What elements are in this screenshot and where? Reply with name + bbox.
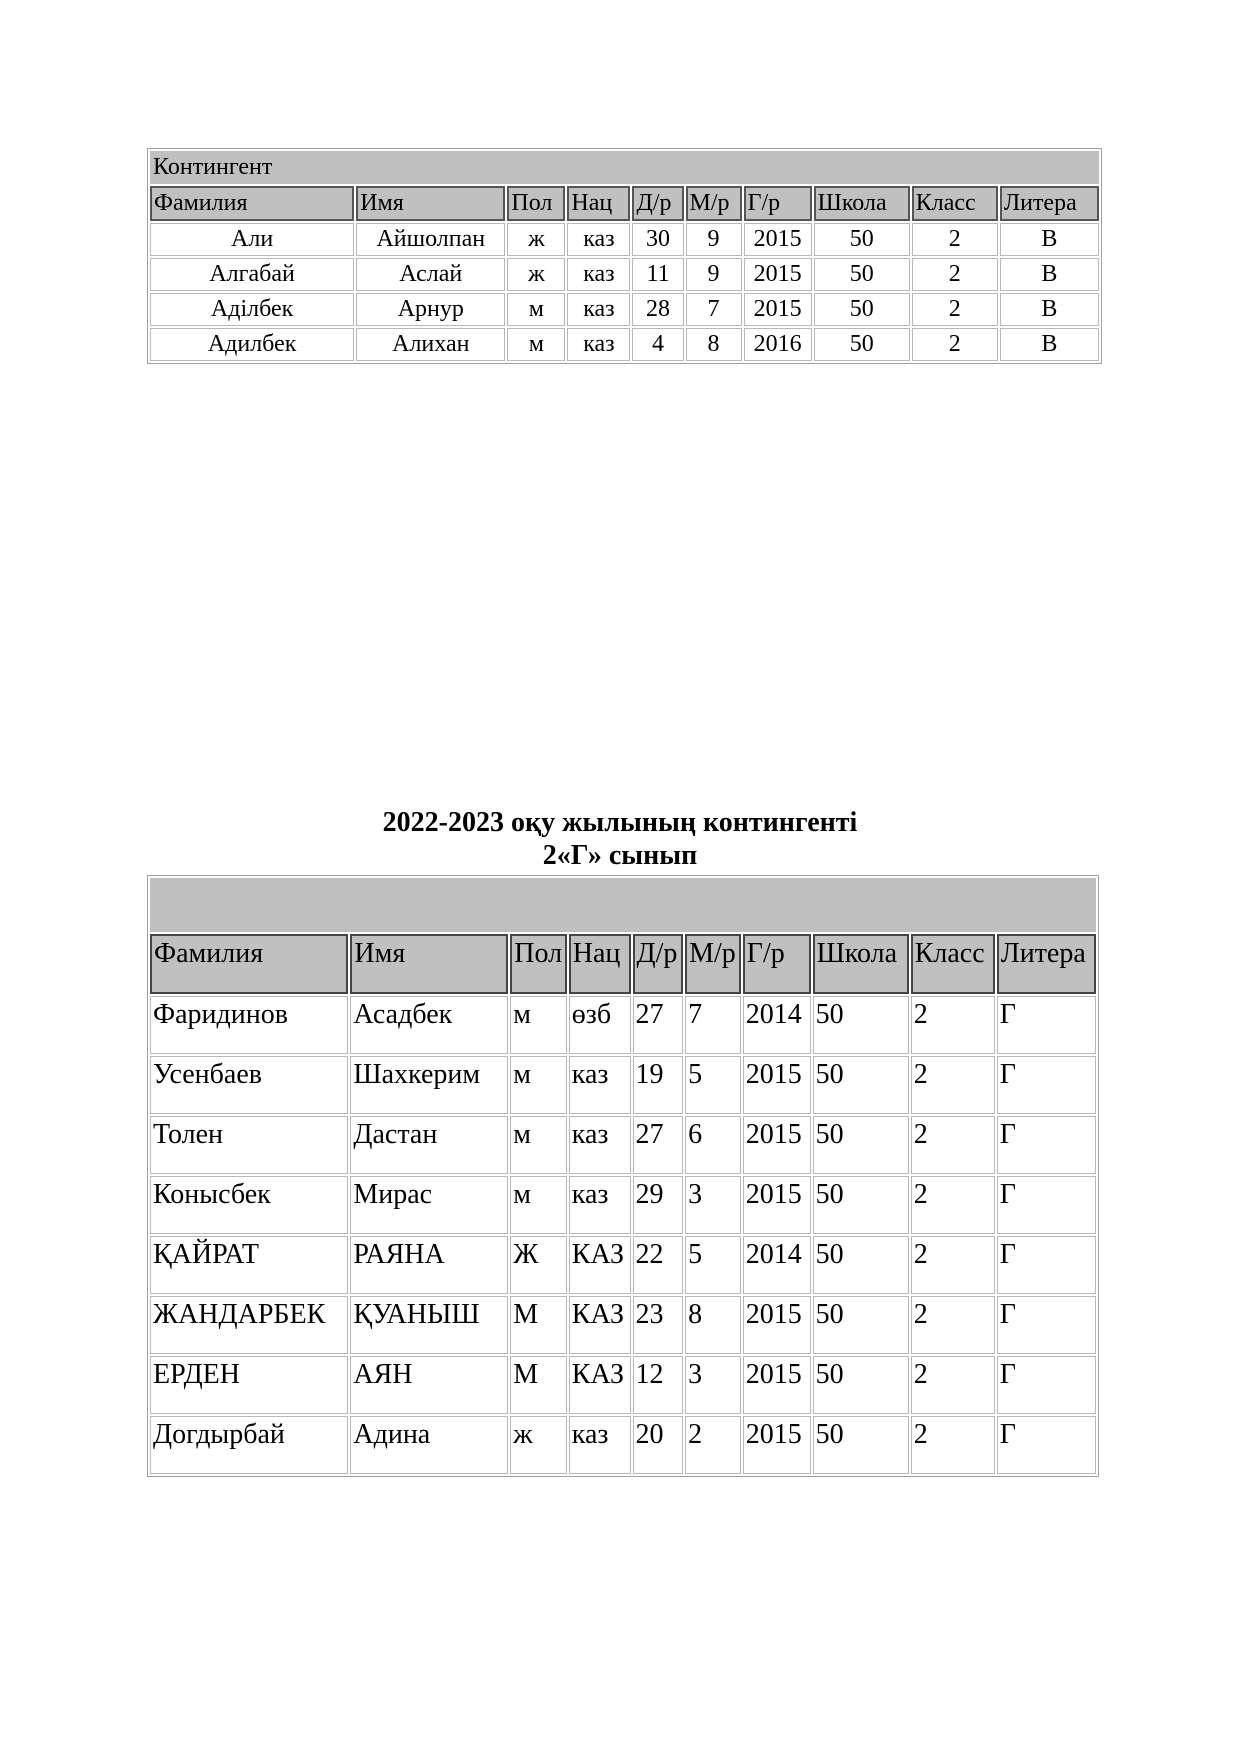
cell-school: 50 (813, 1176, 909, 1234)
cell-birth-year: 2015 (743, 1356, 811, 1414)
cell-surname: ЕРДЕН (150, 1356, 348, 1414)
cell-surname: Алгабай (150, 258, 354, 291)
cell-class: 2 (911, 1416, 995, 1474)
cell-nationality: каз (569, 1116, 631, 1174)
cell-gender: ж (507, 223, 565, 256)
cell-letter: Г (997, 1176, 1096, 1234)
cell-class: 2 (911, 1296, 995, 1354)
cell-birth-year: 2015 (743, 1416, 811, 1474)
cell-birth-month: 9 (686, 223, 742, 256)
table-header-row (150, 934, 1096, 994)
cell-surname: ЖАНДАРБЕК (150, 1296, 348, 1354)
cell-name: Арнур (356, 293, 505, 326)
cell-class: 2 (911, 1116, 995, 1174)
class-subtitle: 2«Г» сынып (542, 840, 698, 871)
cell-school: 50 (814, 328, 910, 361)
cell-birth-month: 9 (686, 258, 742, 291)
header-name: Имя (350, 934, 508, 994)
cell-birth-day: 12 (633, 1356, 684, 1414)
table-row (150, 1056, 1096, 1114)
cell-name: Аслай (356, 258, 505, 291)
cell-nationality: каз (569, 1416, 631, 1474)
cell-school: 50 (813, 1356, 909, 1414)
table-row (150, 1176, 1096, 1234)
cell-surname: Фаридинов (150, 996, 348, 1054)
cell-gender: м (510, 1056, 567, 1114)
cell-school: 50 (813, 1056, 909, 1114)
header-surname: Фамилия (150, 186, 354, 221)
table-row (150, 293, 1099, 326)
table-row (150, 223, 1099, 256)
header-name: Имя (356, 186, 505, 221)
cell-birth-year: 2015 (743, 1056, 811, 1114)
cell-gender: м (510, 1176, 567, 1234)
table-row (150, 1236, 1096, 1294)
cell-birth-month: 3 (685, 1356, 741, 1414)
cell-school: 50 (814, 293, 910, 326)
header-school: Школа (813, 934, 909, 994)
cell-letter: Г (997, 1416, 1096, 1474)
table-row (150, 258, 1099, 291)
cell-school: 50 (813, 996, 909, 1054)
cell-name: АЯН (350, 1356, 508, 1414)
cell-letter: В (1000, 258, 1099, 291)
cell-birth-year: 2015 (743, 1176, 811, 1234)
cell-birth-day: 30 (632, 223, 683, 256)
cell-letter: В (1000, 328, 1099, 361)
cell-class: 2 (911, 1176, 995, 1234)
cell-birth-month: 8 (685, 1296, 741, 1354)
cell-gender: м (507, 328, 565, 361)
cell-class: 2 (912, 293, 998, 326)
header-gender: Пол (507, 186, 565, 221)
cell-gender: ж (507, 258, 565, 291)
header-nationality: Нац (569, 934, 631, 994)
cell-surname: Догдырбай (150, 1416, 348, 1474)
header-birth-month: М/р (686, 186, 742, 221)
header-gender: Пол (510, 934, 567, 994)
cell-surname: Адiлбек (150, 293, 354, 326)
cell-nationality: каз (567, 258, 630, 291)
header-school: Школа (814, 186, 910, 221)
cell-nationality: КАЗ (569, 1356, 631, 1414)
header-birth-year: Г/р (743, 934, 811, 994)
cell-gender: м (507, 293, 565, 326)
cell-class: 2 (911, 996, 995, 1054)
cell-birth-day: 27 (633, 1116, 684, 1174)
cell-surname: ҚАЙРАТ (150, 1236, 348, 1294)
header-class: Класс (912, 186, 998, 221)
cell-birth-month: 5 (685, 1056, 741, 1114)
header-birth-day: Д/р (633, 934, 684, 994)
cell-birth-month: 7 (686, 293, 742, 326)
table-caption: Контингент (150, 151, 1099, 184)
cell-birth-year: 2016 (744, 328, 812, 361)
cell-school: 50 (814, 258, 910, 291)
table-row (150, 1296, 1096, 1354)
cell-birth-month: 5 (685, 1236, 741, 1294)
cell-letter: Г (997, 1236, 1096, 1294)
cell-birth-day: 20 (633, 1416, 684, 1474)
table-caption-row (150, 878, 1096, 932)
cell-school: 50 (813, 1296, 909, 1354)
header-birth-month: М/р (685, 934, 741, 994)
table-row (150, 328, 1099, 361)
header-nationality: Нац (567, 186, 630, 221)
cell-letter: Г (997, 1296, 1096, 1354)
cell-birth-month: 8 (686, 328, 742, 361)
cell-birth-year: 2015 (744, 223, 812, 256)
cell-birth-day: 22 (633, 1236, 684, 1294)
table-row (150, 1356, 1096, 1414)
cell-school: 50 (814, 223, 910, 256)
cell-nationality: каз (567, 223, 630, 256)
cell-gender: м (510, 996, 567, 1054)
document-title: 2022-2023 оқу жылының контингенті (382, 807, 858, 838)
cell-birth-day: 11 (632, 258, 683, 291)
cell-school: 50 (813, 1116, 909, 1174)
cell-class: 2 (911, 1356, 995, 1414)
cell-letter: Г (997, 1056, 1096, 1114)
cell-name: Алихан (356, 328, 505, 361)
cell-surname: Толен (150, 1116, 348, 1174)
header-letter: Литера (1000, 186, 1099, 221)
cell-class: 2 (912, 258, 998, 291)
cell-birth-year: 2015 (743, 1296, 811, 1354)
header-letter: Литера (997, 934, 1096, 994)
cell-class: 2 (911, 1236, 995, 1294)
cell-nationality: каз (569, 1056, 631, 1114)
cell-name: Айшолпан (356, 223, 505, 256)
cell-surname: Адилбек (150, 328, 354, 361)
header-birth-day: Д/р (632, 186, 683, 221)
cell-name: Мирас (350, 1176, 508, 1234)
cell-letter: В (1000, 293, 1099, 326)
contingent-table-2 (147, 875, 1099, 1477)
cell-letter: Г (997, 1356, 1096, 1414)
cell-birth-day: 4 (632, 328, 683, 361)
cell-nationality: КАЗ (569, 1296, 631, 1354)
cell-gender: ж (510, 1416, 567, 1474)
cell-birth-year: 2014 (743, 1236, 811, 1294)
cell-birth-day: 27 (633, 996, 684, 1054)
table-caption (150, 878, 1096, 932)
cell-gender: М (510, 1296, 567, 1354)
cell-gender: Ж (510, 1236, 567, 1294)
cell-letter: Г (997, 1116, 1096, 1174)
cell-school: 50 (813, 1416, 909, 1474)
header-surname: Фамилия (150, 934, 348, 994)
cell-surname: Конысбек (150, 1176, 348, 1234)
cell-birth-day: 23 (633, 1296, 684, 1354)
cell-birth-year: 2015 (744, 258, 812, 291)
cell-school: 50 (813, 1236, 909, 1294)
cell-nationality: каз (567, 328, 630, 361)
cell-nationality: өзб (569, 996, 631, 1054)
cell-gender: М (510, 1356, 567, 1414)
header-class: Класс (911, 934, 995, 994)
contingent-table-1 (147, 148, 1102, 364)
header-birth-year: Г/р (744, 186, 812, 221)
cell-surname: Али (150, 223, 354, 256)
cell-birth-day: 29 (633, 1176, 684, 1234)
cell-name: Адина (350, 1416, 508, 1474)
cell-birth-month: 6 (685, 1116, 741, 1174)
cell-name: Дастан (350, 1116, 508, 1174)
cell-name: ҚУАНЫШ (350, 1296, 508, 1354)
cell-name: Шахкерим (350, 1056, 508, 1114)
cell-birth-day: 19 (633, 1056, 684, 1114)
cell-birth-day: 28 (632, 293, 683, 326)
cell-class: 2 (912, 328, 998, 361)
table-row (150, 996, 1096, 1054)
table-row (150, 1116, 1096, 1174)
cell-class: 2 (912, 223, 998, 256)
cell-birth-year: 2014 (743, 996, 811, 1054)
cell-surname: Усенбаев (150, 1056, 348, 1114)
cell-class: 2 (911, 1056, 995, 1114)
cell-nationality: каз (567, 293, 630, 326)
cell-birth-year: 2015 (744, 293, 812, 326)
cell-letter: Г (997, 996, 1096, 1054)
cell-birth-month: 3 (685, 1176, 741, 1234)
cell-birth-month: 7 (685, 996, 741, 1054)
cell-name: РАЯНА (350, 1236, 508, 1294)
cell-name: Асадбек (350, 996, 508, 1054)
cell-birth-year: 2015 (743, 1116, 811, 1174)
cell-gender: м (510, 1116, 567, 1174)
cell-nationality: КАЗ (569, 1236, 631, 1294)
table-row (150, 1416, 1096, 1474)
cell-birth-month: 2 (685, 1416, 741, 1474)
cell-nationality: каз (569, 1176, 631, 1234)
cell-letter: В (1000, 223, 1099, 256)
table-header-row (150, 186, 1099, 221)
table-caption-row (150, 151, 1099, 184)
